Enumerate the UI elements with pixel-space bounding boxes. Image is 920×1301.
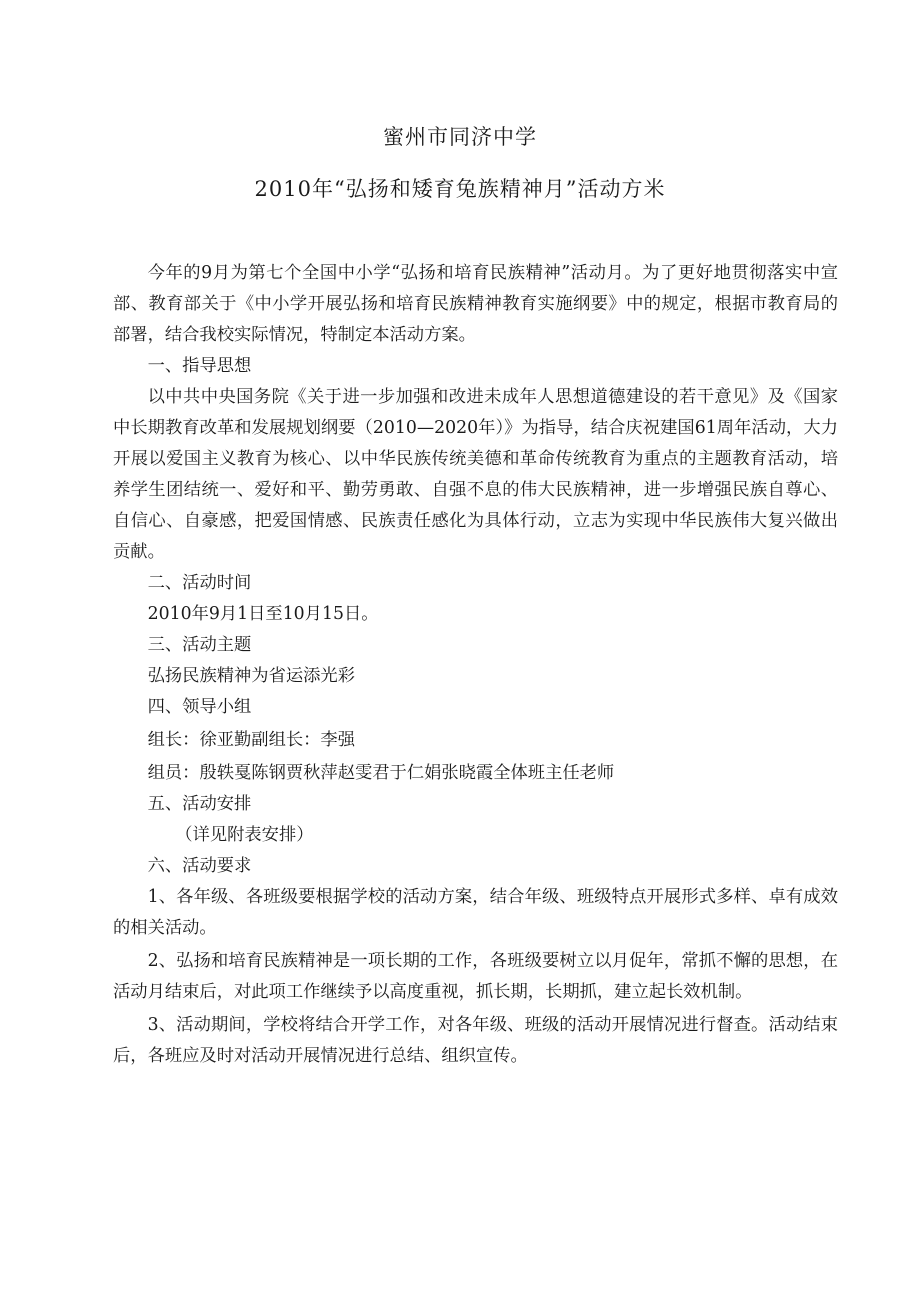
- activity-theme-text: 弘扬民族精神为省运添光彩: [147, 666, 355, 686]
- members-text: 组员：殷轶戛陈钢贾秋萍赵雯君于仁娟张晓霞全体班主任老师: [147, 763, 615, 783]
- plan-title: 2010年“弘扬和矮育兔族精神月”活动方米: [254, 177, 666, 201]
- intro-paragraph: 今年的9月为第七个全国中小学“弘扬和培育民族精神”活动月。为了更好地贯彻落实中宣部、教育部关于《中小学开展弘扬和培育民族精神教育实施纲要》中的规定，根据市教育局的部署，结合我校实际情况，特制定本活动方案。: [113, 263, 838, 345]
- section-heading-leadership-group: 四、领导小组: [147, 697, 252, 717]
- requirement-item-2: 2、弘扬和培育民族精神是一项长期的工作，各班级要树立以月促年，常抓不懈的思想，在活动月结束后，对此项工作继续予以高度重视，抓长期，长期抓，建立起长效机制。: [113, 951, 838, 1002]
- activity-time-text: 2010年9月1日至10月15日。: [147, 604, 379, 624]
- arrangement-note: （详见附表安排）: [175, 825, 314, 845]
- section-heading-guiding-ideology: 一、指导思想: [147, 356, 252, 376]
- section-heading-activity-time: 二、活动时间: [147, 573, 252, 593]
- section-heading-activity-theme: 三、活动主题: [147, 635, 252, 655]
- leaders-text: 组长：徐亚勤副组长：李强: [147, 730, 355, 750]
- section-heading-activity-arrangement: 五、活动安排: [147, 794, 252, 814]
- guiding-ideology-paragraph: 以中共中央国务院《关于进一步加强和改进未成年人思想道德建设的若干意见》及《国家中长期教育改革和发展规划纲要（2010—2020年）》为指导，结合庆祝建国61周年活动，大力开展以爱国主义教育为核心、以中华民族传统美德和革命传统教育为重点的主题教育活动，培养学生团结统一、爱好和平、勤劳勇敢、自强不息的伟大民族精神，进一步增强民族自尊心、自信心、自豪感，把爱国情感、民族责任感化为具体行动，立志为实现中华民族伟大复兴做出贡献。: [113, 387, 838, 562]
- requirement-item-1: 1、各年级、各班级要根据学校的活动方案，结合年级、班级特点开展形式多样、卓有成效的相关活动。: [113, 887, 838, 938]
- school-name-title: 蜜州市同济中学: [383, 125, 537, 149]
- requirement-item-3: 3、活动期间，学校将结合开学工作，对各年级、班级的活动开展情况进行督查。活动结束后，各班应及时对活动开展情况进行总结、组织宣传。: [113, 1015, 838, 1066]
- document-body: [113, 258, 838, 1072]
- section-heading-activity-requirements: 六、活动要求: [147, 856, 252, 876]
